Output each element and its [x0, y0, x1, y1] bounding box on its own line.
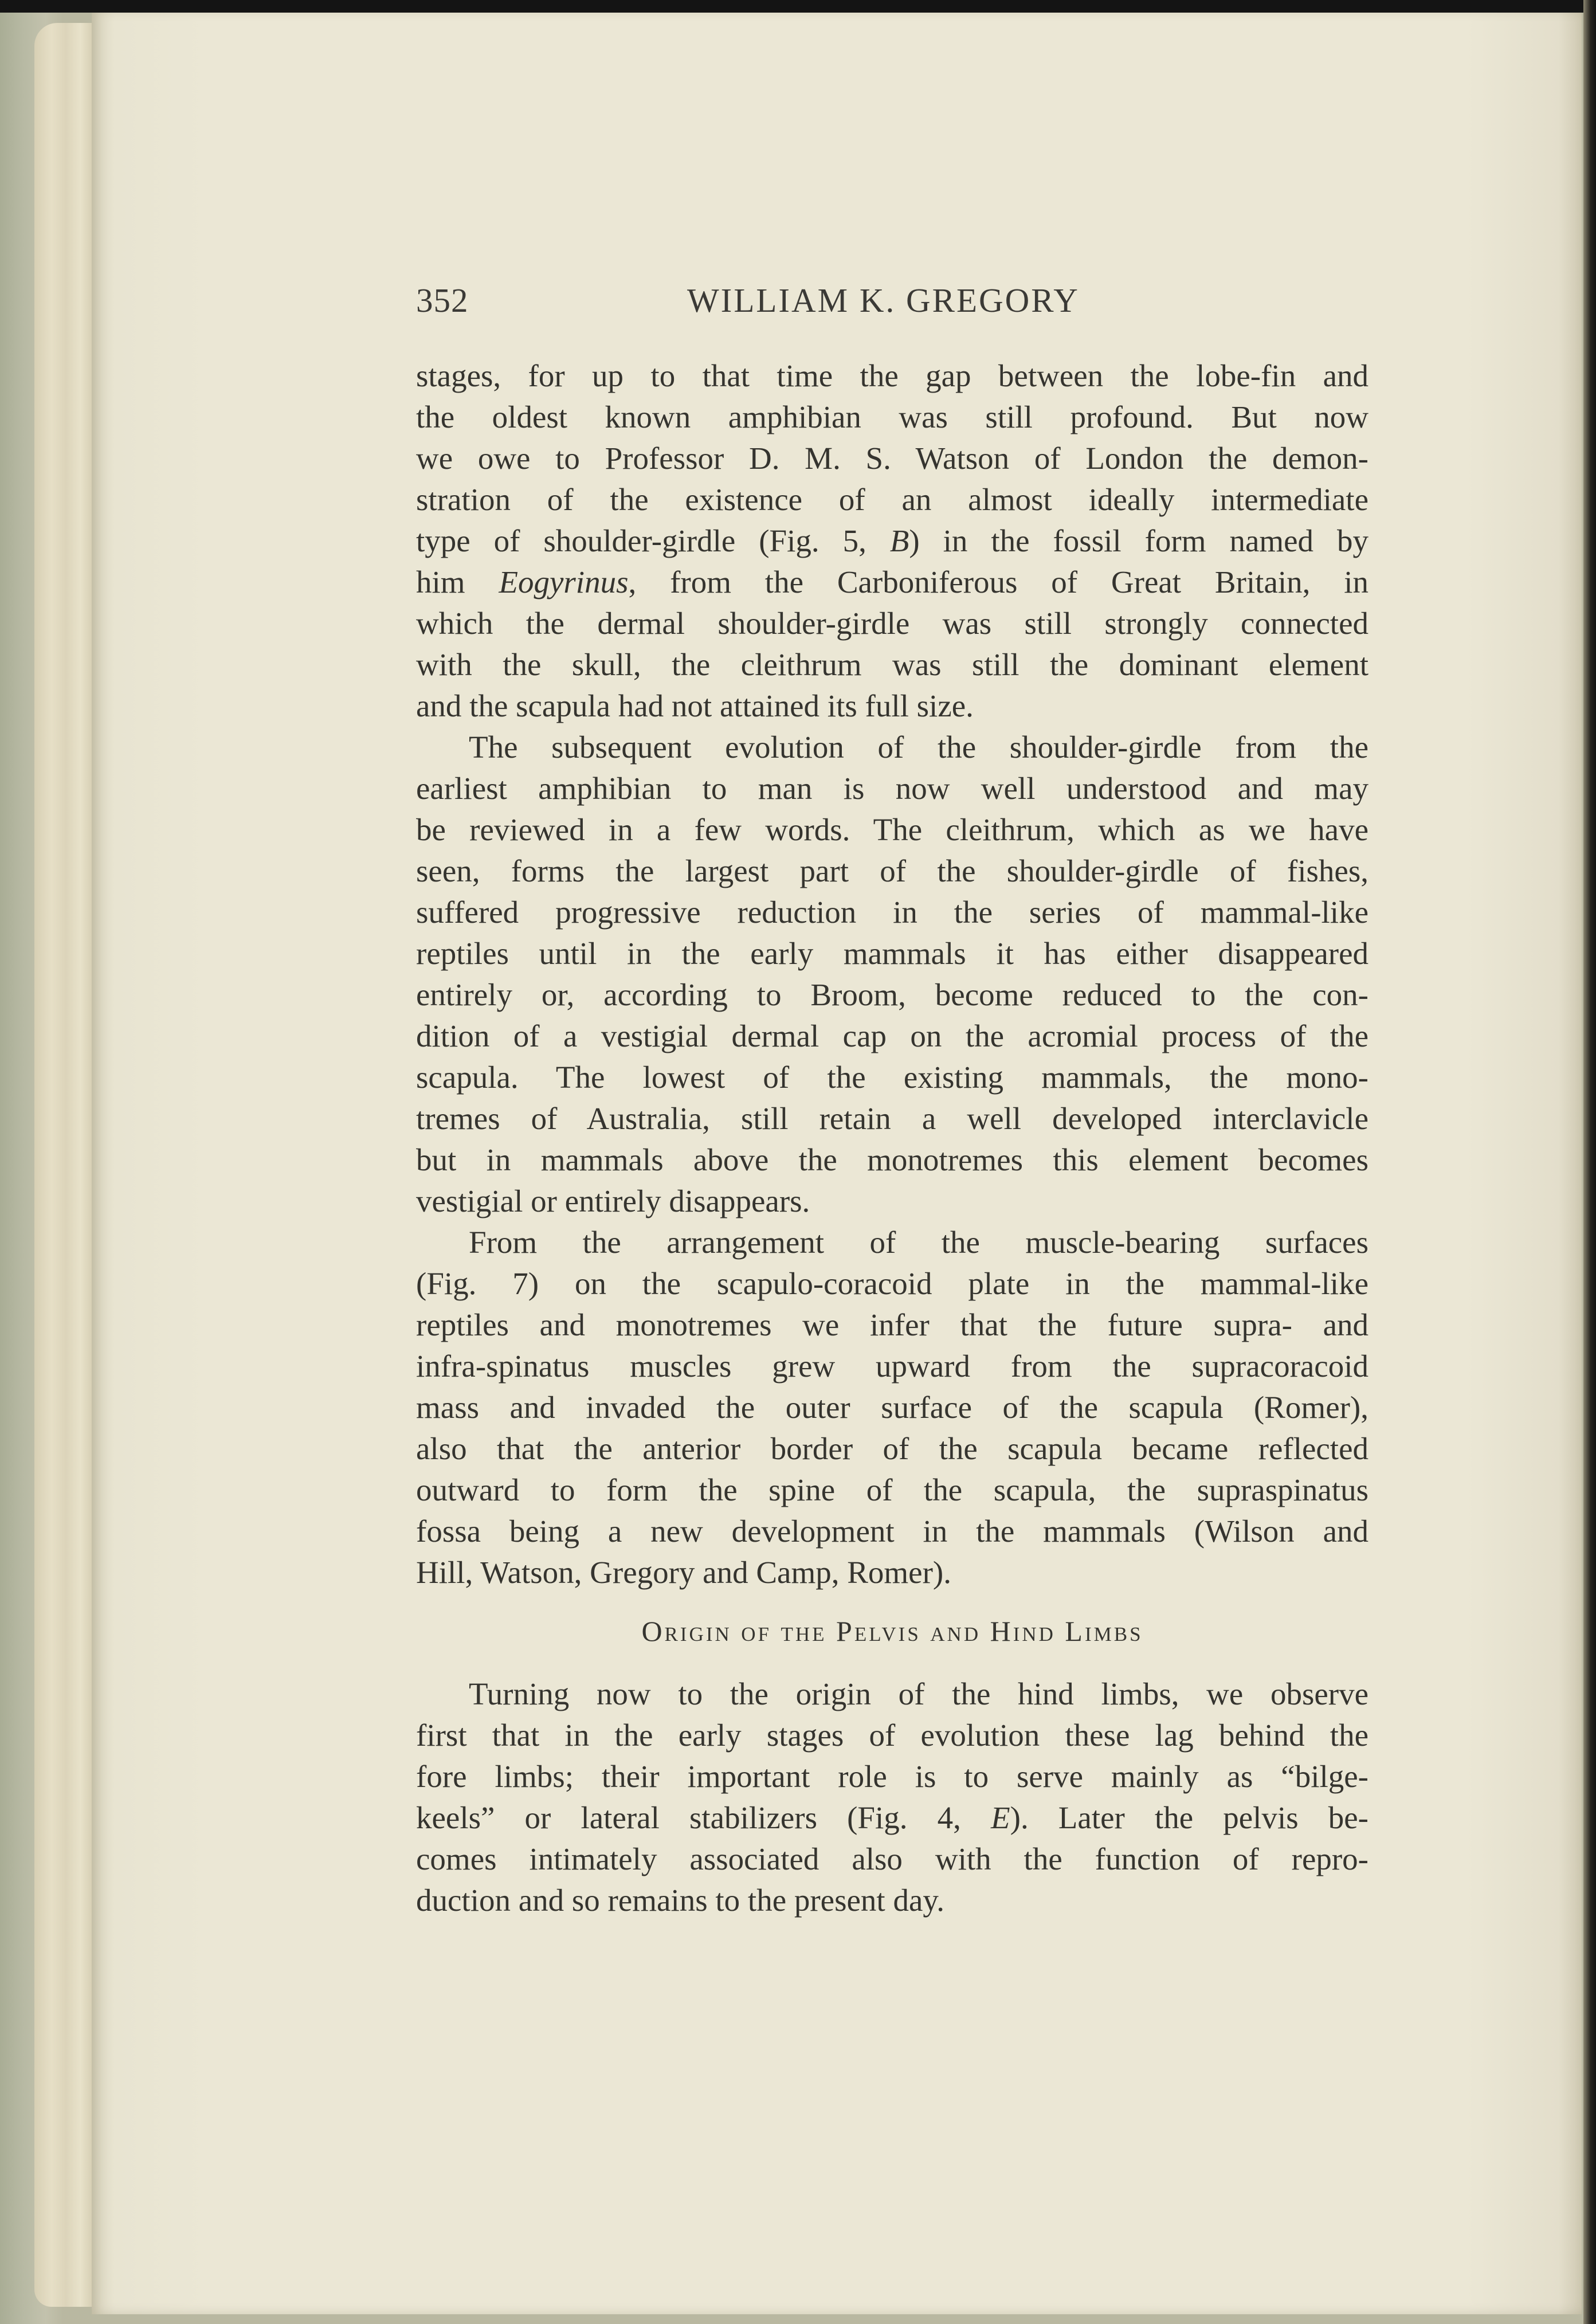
paragraph-3: [416, 1222, 1368, 1593]
text-line: stages, for up to that time the gap between the lobe-fin and: [416, 358, 1368, 393]
text-line: outward to form the spine of the scapula, the supraspinatus: [416, 1472, 1368, 1507]
text-line: which the dermal shoulder-girdle was still strongly connected: [416, 606, 1368, 641]
text-line: first that in the early stages of evolution these lag behind the: [416, 1718, 1368, 1753]
text-line: suffered progressive reduction in the series of mammal-like: [416, 895, 1368, 930]
text-line: be reviewed in a few words. The cleithrum, which as we have: [416, 812, 1368, 847]
text-line: seen, forms the largest part of the shoulder-girdle of fishes,: [416, 853, 1368, 888]
text-line: comes intimately associated also with the function of repro-: [416, 1841, 1368, 1876]
page-number: 352: [416, 281, 469, 319]
text-line: the oldest known amphibian was still profound. But now: [416, 399, 1368, 434]
text-line: fossa being a new development in the mammals (Wilson and: [416, 1514, 1368, 1549]
page-stack-edge: [34, 23, 97, 2307]
text-line: Turning now to the origin of the hind limbs, we observe: [469, 1676, 1368, 1711]
text-line: dition of a vestigial dermal cap on the acromial process of the: [416, 1018, 1368, 1053]
text-line: The subsequent evolution of the shoulder-girdle from the: [469, 730, 1368, 765]
text-line: and the scapula had not attained its full size.: [416, 688, 974, 723]
text-line: infra-spinatus muscles grew upward from the supracoracoid: [416, 1349, 1368, 1384]
text-line: vestigial or entirely disappears.: [416, 1183, 810, 1218]
text-line: type of shoulder-girdle (Fig. 5, B) in the fossil form named by: [416, 523, 1368, 558]
text-line: we owe to Professor D. M. S. Watson of London the demon-: [416, 441, 1368, 476]
text-line: (Fig. 7) on the scapulo-coracoid plate in the mammal-like: [416, 1266, 1368, 1301]
text-line: fore limbs; their important role is to serve mainly as “bilge-: [416, 1759, 1368, 1794]
text-line: earliest amphibian to man is now well understood and may: [416, 771, 1368, 806]
scan-top-border: [0, 0, 1596, 13]
body-text: [416, 355, 1368, 1921]
text-line: him Eogyrinus, from the Carboniferous of Great Britain, in: [416, 565, 1369, 599]
text-line: reptiles and monotremes we infer that the future supra- and: [416, 1307, 1368, 1342]
paragraph-2: [416, 727, 1368, 1222]
text-line: Hill, Watson, Gregory and Camp, Romer).: [416, 1555, 951, 1590]
text-line: duction and so remains to the present day.: [416, 1883, 945, 1918]
text-line: also that the anterior border of the scapula became reflected: [416, 1431, 1368, 1466]
text-line: reptiles until in the early mammals it has either disappeared: [416, 936, 1368, 971]
text-line: mass and invaded the outer surface of the scapula (Romer),: [416, 1390, 1368, 1425]
text-line: tremes of Australia, still retain a well developed interclavicle: [416, 1101, 1368, 1136]
text-line: entirely or, according to Broom, become reduced to the con-: [416, 977, 1368, 1012]
paragraph-4: [416, 1674, 1368, 1921]
scan-right-border: [1583, 0, 1596, 2324]
section-heading: Origin of the Pelvis and Hind Limbs: [641, 1615, 1143, 1647]
text-line: From the arrangement of the muscle-bearing surfaces: [469, 1225, 1368, 1260]
text-line: keels” or lateral stabilizers (Fig. 4, E). Later the pelvis be-: [416, 1800, 1368, 1835]
running-title: WILLIAM K. GREGORY: [687, 281, 1080, 319]
text-line: with the skull, the cleithrum was still the dominant element: [416, 647, 1368, 682]
running-head: [416, 281, 1367, 327]
paragraph-1: [416, 355, 1368, 727]
text-line: stration of the existence of an almost ideally intermediate: [416, 482, 1368, 517]
text-line: scapula. The lowest of the existing mammals, the mono-: [416, 1060, 1368, 1095]
text-line: but in mammals above the monotremes this element becomes: [416, 1142, 1368, 1177]
